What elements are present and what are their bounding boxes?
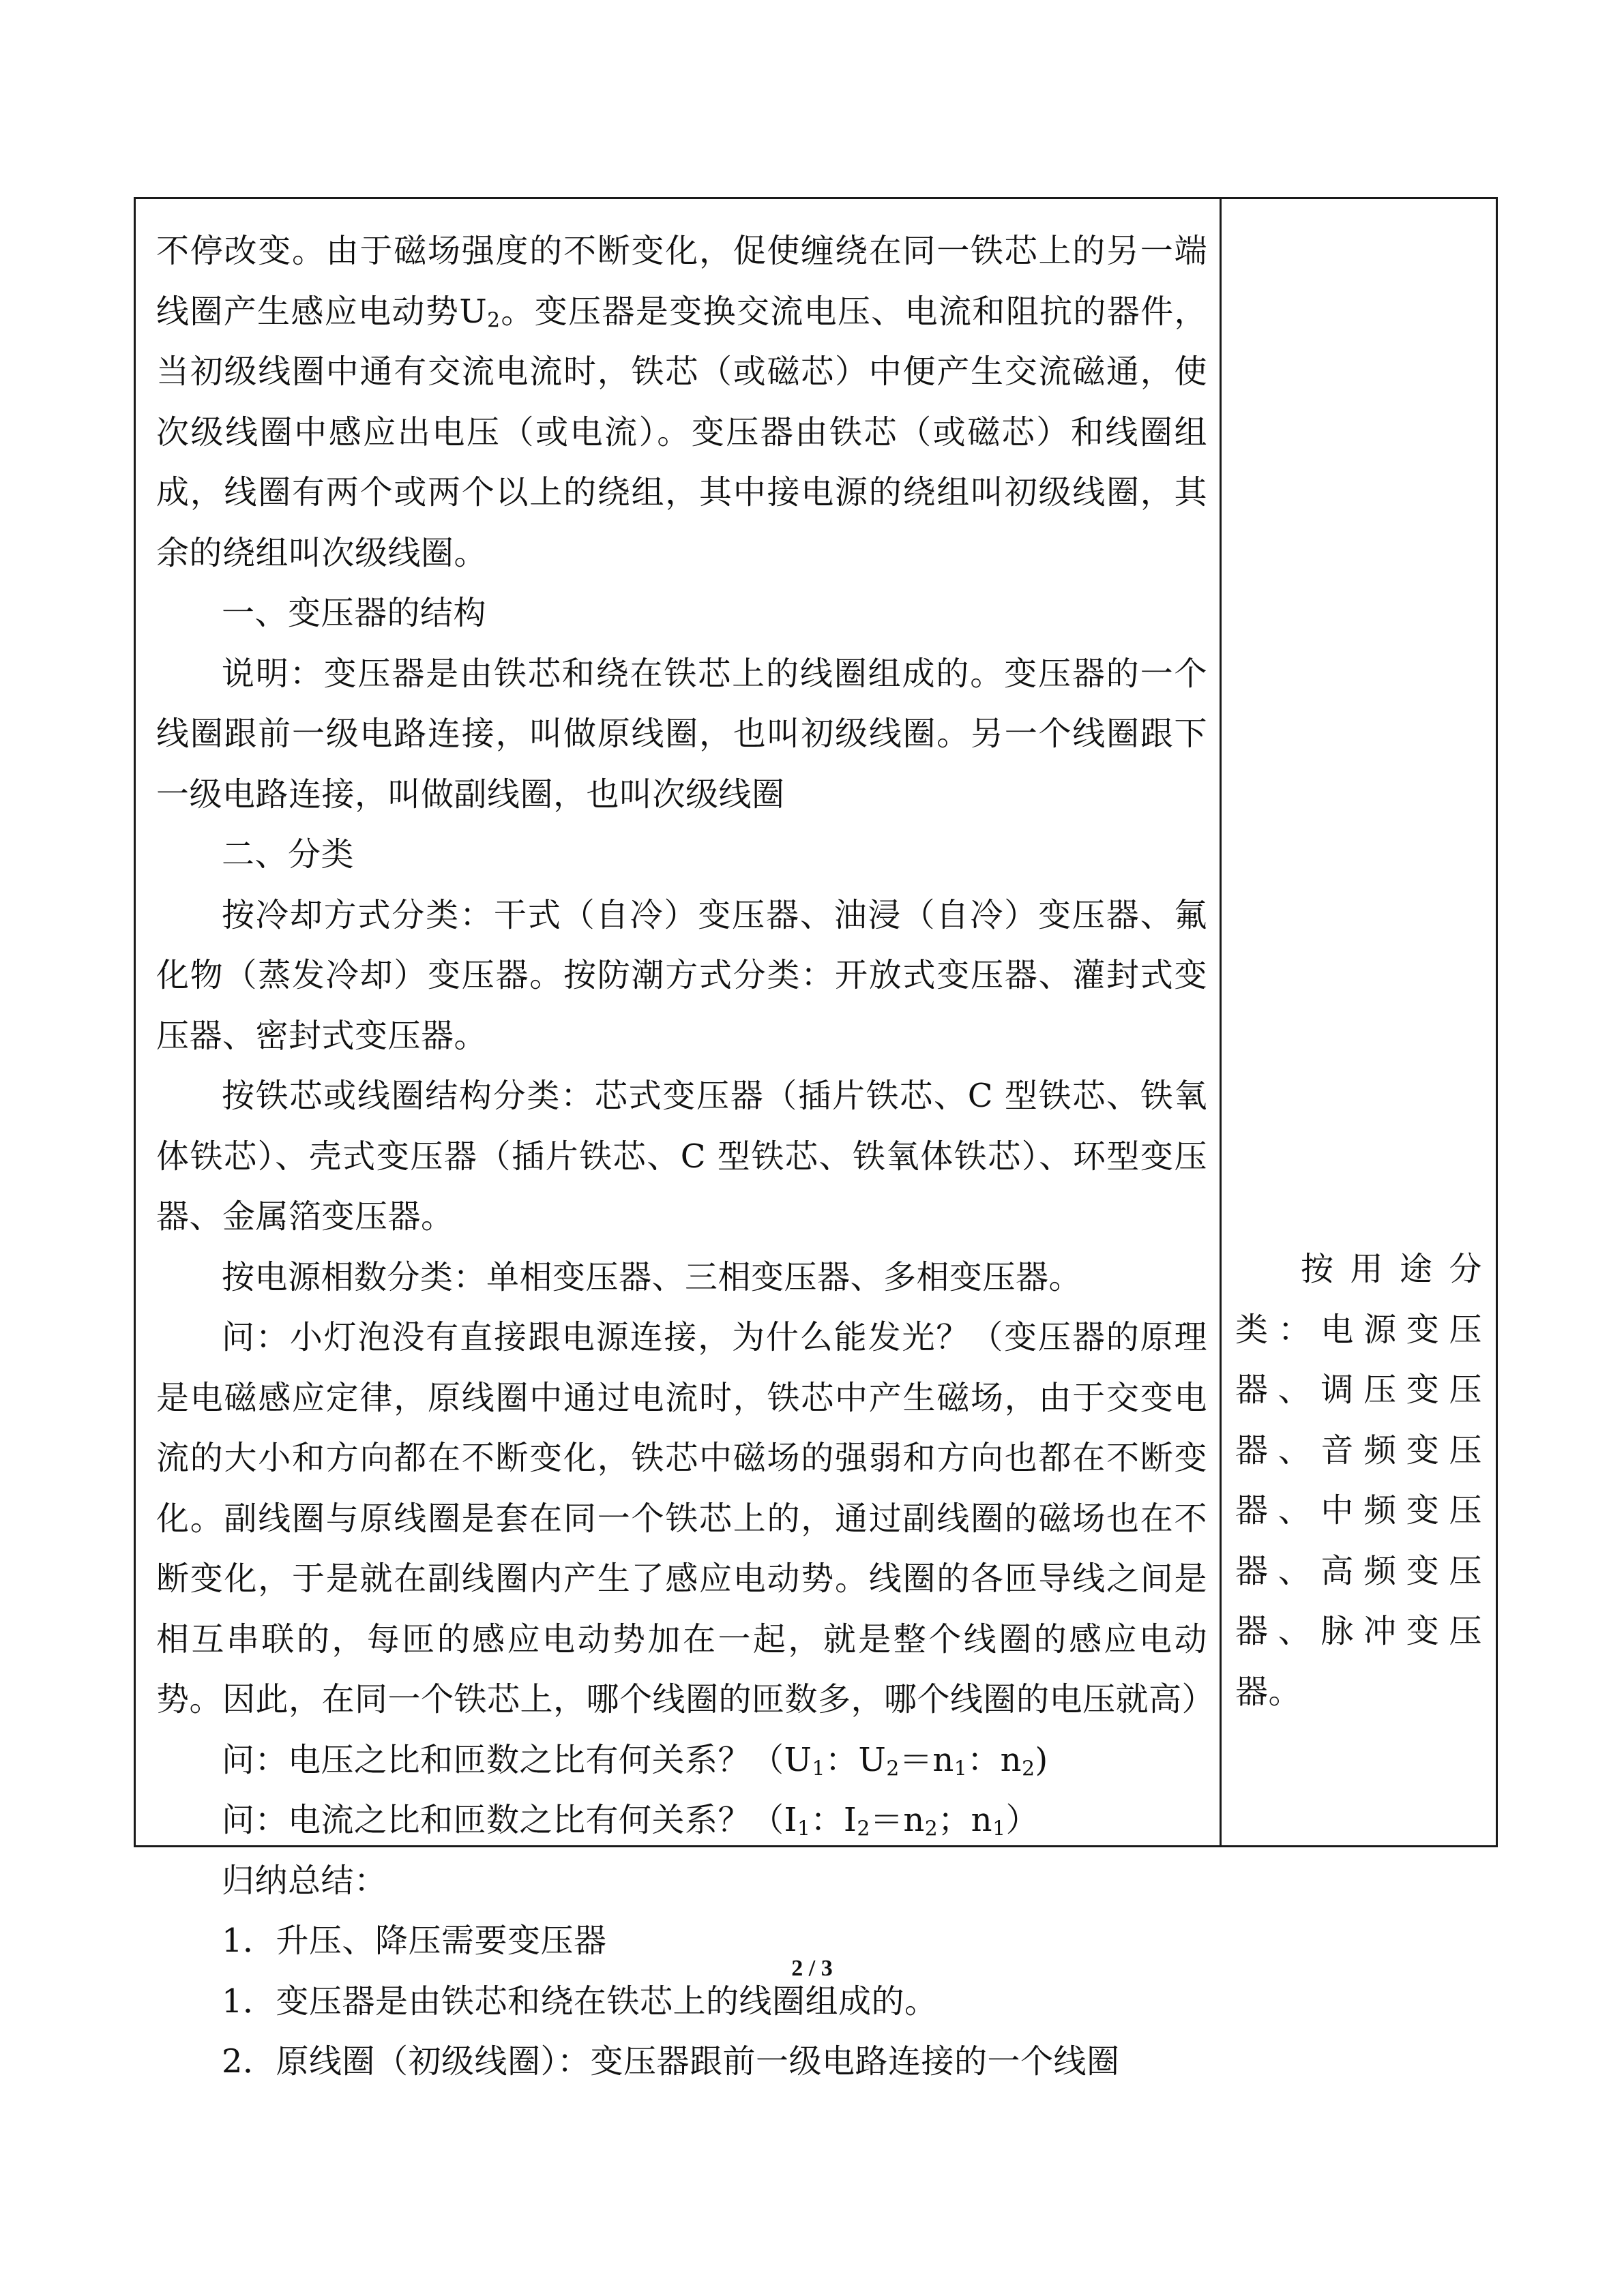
paragraph-phase-classification: 按电源相数分类：单相变压器、三相变压器、多相变压器。 xyxy=(222,1257,1082,1296)
side-note-usage-classification: 按用途分类：电源变压器、调压变压器、音频变压器、中频变压器、高频变压器、脉冲变压器。 xyxy=(1235,1250,1482,1711)
paragraph-question-current-ratio: 问：电流之比和匝数之比有何关系？（$I_1$：$I_2=n_2$；$n_1$） xyxy=(222,1801,1039,1841)
paragraph-cooling-classification: 按冷却方式分类：干式（自冷）变压器、油浸（自冷）变压器、氟化物（蒸发冷却）变压器。按防潮方式分类：开放式变压器、灌封式变压器、密封式变压器。 xyxy=(156,895,1207,1055)
paragraph-question-voltage-ratio: 问：电压之比和匝数之比有何关系？（$U_1$：$U_2=n_1$：$n_2$) xyxy=(222,1740,1048,1781)
summary-title: 归纳总结： xyxy=(222,1861,387,1900)
paragraph-core-classification: 按铁芯或线圈结构分类：芯式变压器（插片铁芯、C 型铁芯、铁氧体铁芯）、壳式变压器（插片铁芯、C 型铁芯、铁氧体铁芯）、环型变压器、金属箔变压器。 xyxy=(156,1077,1207,1236)
paragraph-question-bulb: 问：小灯泡没有直接跟电源连接，为什么能发光？（变压器的原理是电磁感应定律，原线圈中通过电流时，铁芯中产生磁场，由于交变电流的大小和方向都在不断变化，铁芯中磁场的强弱和方向也都在不断变化。副线圈与原线圈是套在同一个铁芯上的，通过副线圈的磁场也在不断变化，于是就在副线圈内产生了感应电动势。线圈的各匝导线之间是相互串联的，每匝的感应电动势加在一起，就是整个线圈的感应电动势。因此，在同一个铁芯上，哪个线圈的匝数多，哪个线圈的电压就高） xyxy=(156,1318,1215,1718)
heading-structure: 一、变压器的结构 xyxy=(222,594,487,632)
paragraph-structure-explanation: 说明：变压器是由铁芯和绕在铁芯上的线圈组成的。变压器的一个线圈跟前一级电路连接，叫做原线圈，也叫初级线圈。另一个线圈跟下一级电路连接，叫做副线圈，也叫次级线圈 xyxy=(156,654,1207,814)
heading-classification: 二、分类 xyxy=(222,835,355,874)
side-note-cell xyxy=(1222,199,1496,1845)
summary-item-3: 2．原线圈（初级线圈）：变压器跟前一级电路连接的一个线圈 xyxy=(222,2042,1120,2081)
paragraph-intro: 不停改变。由于磁场强度的不断变化，促使缠绕在同一铁芯上的另一端线圈产生感应电动势$U_2$。变压器是变换交流电压、电流和阻抗的器件，当初级线圈中通有交流电流时，铁芯（或磁芯）中便产生交流磁通，使次级线圈中感应出电压（或电流）。变压器由铁芯（或磁芯）和线圈组成，线圈有两个或两个以上的绕组，其中接电源的绕组叫初级线圈，其余的绕组叫次级线圈。 xyxy=(156,232,1207,572)
page-number: 2 / 3 xyxy=(791,1956,833,1981)
summary-item-2: 1．变压器是由铁芯和绕在铁芯上的线圈组成的。 xyxy=(222,1982,938,2021)
summary-item-1: 1．升压、降压需要变压器 xyxy=(222,1922,607,1960)
